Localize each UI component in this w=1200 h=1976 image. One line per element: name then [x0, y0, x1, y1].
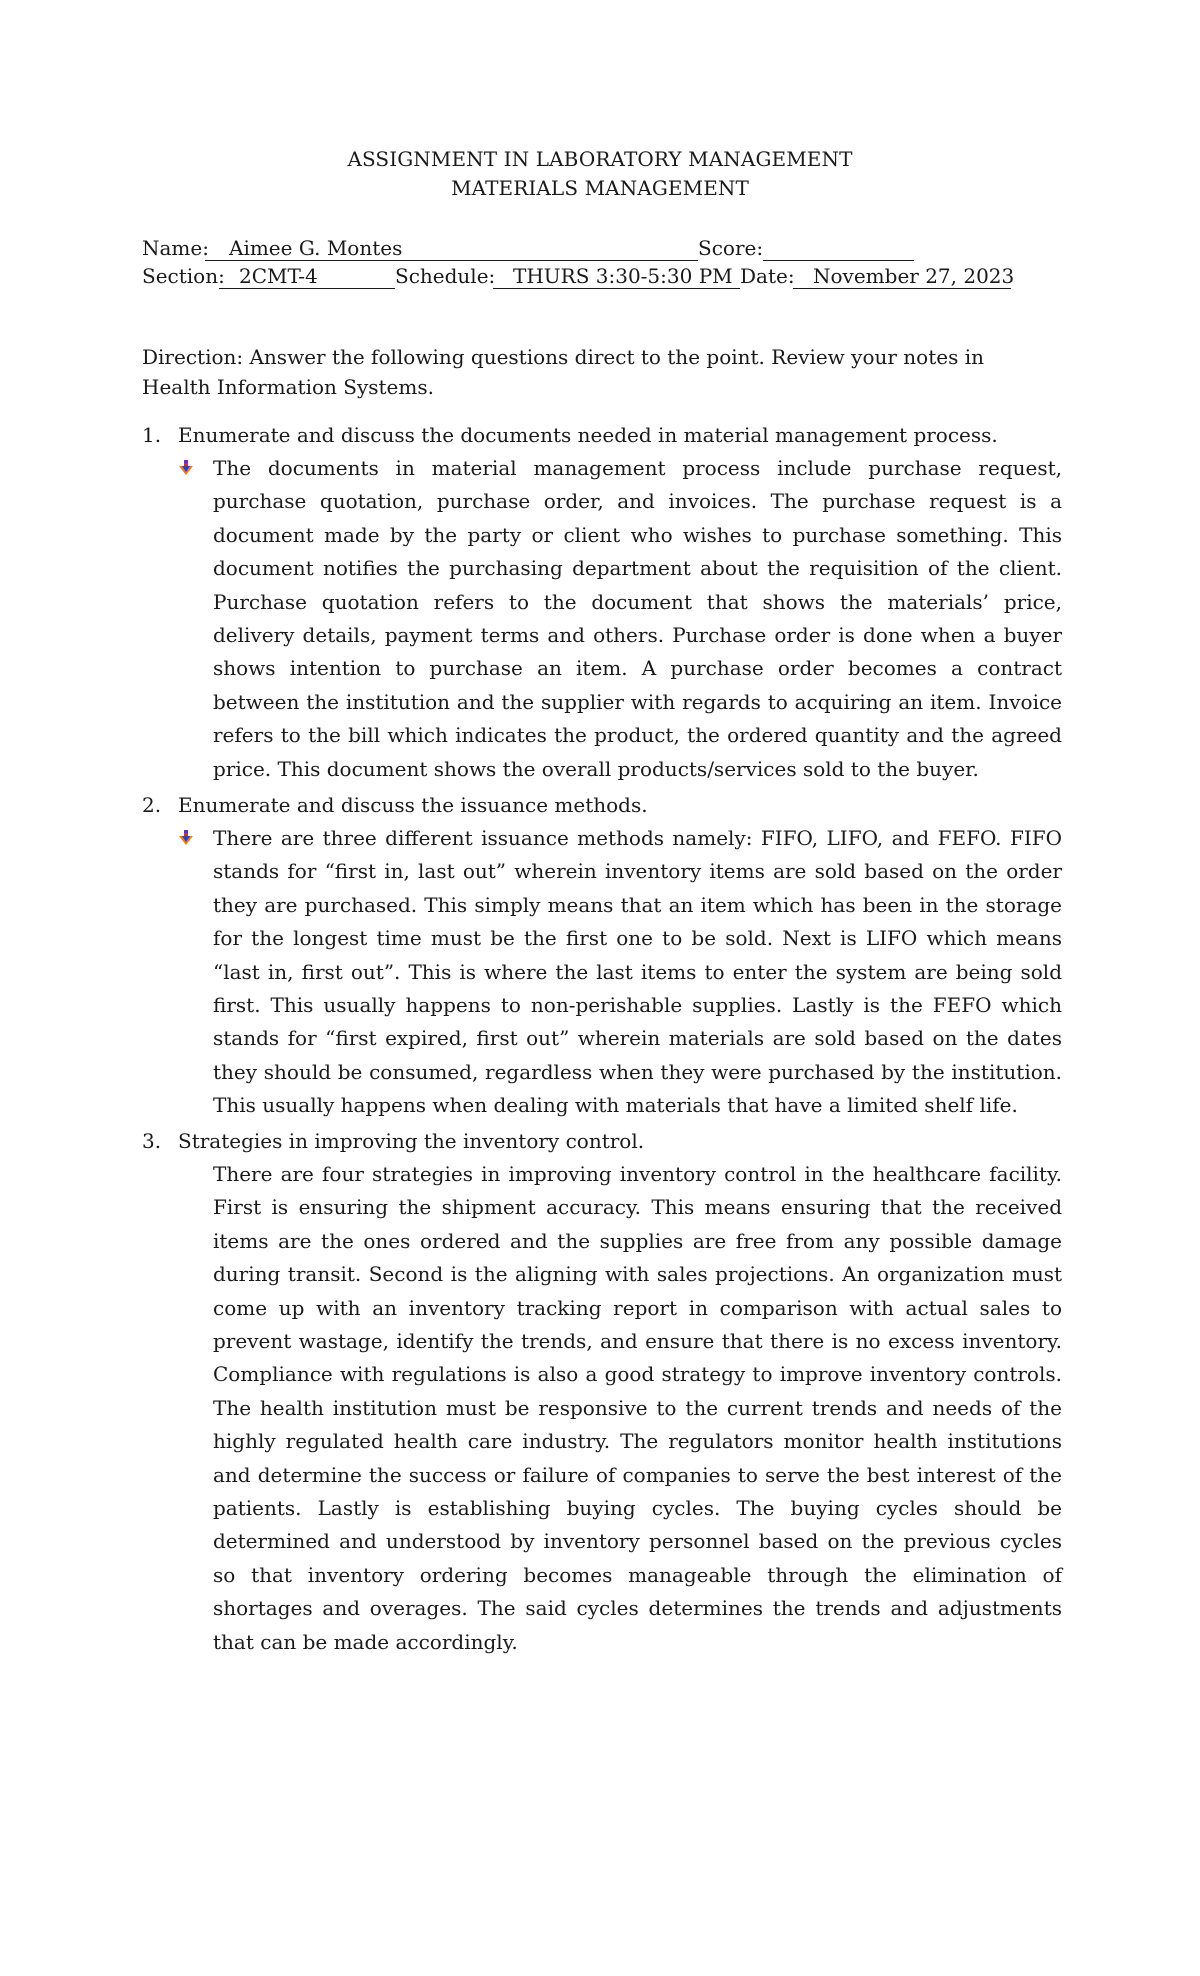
document-subtitle: MATERIALS MANAGEMENT: [451, 176, 749, 200]
arrow-down-bullet-icon: [178, 830, 194, 846]
name-field: [205, 234, 698, 261]
name-label: Name:: [142, 236, 209, 260]
document-title: ASSIGNMENT IN LABORATORY MANAGEMENT: [347, 147, 853, 171]
arrow-down-bullet-icon: [178, 460, 194, 476]
schedule-value: THURS 3:30-5:30 PM: [513, 264, 733, 288]
answer-paragraph: There are three different issuance methods namely: FIFO, LIFO, and FEFO. FIFO stands for “first in, last out” wherein inventory items are sold based on the order they are purchased. This simply means that an item which has been in the storage for the longest time must be the first one to be sold. Next is LIFO which means “last in, first out”. This is where the last items to enter the system are being sold first. This usually happens to non-perishable supplies. Lastly is the FEFO which stands for “first expired, first out” wherein materials are sold based on the dates they should be consumed, regardless when they were purchased by the institution. This usually happens when dealing with materials that have a limited shelf life.: [213, 826, 1062, 1118]
question-number: 2.: [142, 793, 162, 817]
score-field: [763, 234, 914, 261]
schedule-field: [493, 262, 740, 289]
date-value: November 27, 2023: [813, 264, 1015, 288]
section-schedule-date-row: [142, 262, 1022, 290]
date-field: [793, 262, 1015, 289]
question-text: Strategies in improving the inventory control.: [178, 1129, 645, 1153]
question-text: Enumerate and discuss the issuance methods.: [178, 793, 648, 817]
schedule-label: Schedule:: [395, 264, 496, 288]
name-value: Aimee G. Montes: [229, 236, 403, 260]
section-value: 2CMT-4: [239, 264, 318, 288]
question-text: Enumerate and discuss the documents needed in material management process.: [178, 423, 998, 447]
section-label: Section:: [142, 264, 225, 288]
direction-text: Direction: Answer the following questions direct to the point. Review your notes in Health Information Systems.: [142, 345, 984, 399]
question-number: 3.: [142, 1129, 162, 1153]
answer-paragraph: The documents in material management process include purchase request, purchase quotation, purchase order, and invoices. The purchase request is a document made by the party or client who wishes to purchase something. This document notifies the purchasing department about the requisition of the client. Purchase quotation refers to the document that shows the materials’ price, delivery details, payment terms and others. Purchase order is done when a buyer shows intention to purchase an item. A purchase order becomes a contract between the institution and the supplier with regards to acquiring an item. Invoice refers to the bill which indicates the product, the ordered quantity and the agreed price. This document shows the overall products/services sold to the buyer.: [213, 456, 1062, 781]
score-value: [763, 236, 787, 260]
answer-paragraph: There are four strategies in improving inventory control in the healthcare facility. First is ensuring the shipment accuracy. This means ensuring that the received items are the ones ordered and the supplies are free from any possible damage during transit. Second is the aligning with sales projections. An organization must come up with an inventory tracking report in comparison with actual sales to prevent wastage, identify the trends, and ensure that there is no excess inventory. Compliance with regulations is also a good strategy to improve inventory controls. The health institution must be responsive to the current trends and needs of the highly regulated health care industry. The regulators monitor health institutions and determine the success or failure of companies to serve the best interest of the patients. Lastly is establishing buying cycles. The buying cycles should be determined and understood by inventory personnel based on the previous cycles so that inventory ordering becomes manageable through the elimination of shortages and overages. The said cycles determines the trends and adjustments that can be made accordingly.: [213, 1162, 1062, 1654]
section-field: [219, 262, 395, 289]
date-label: Date:: [740, 264, 795, 288]
question-number: 1.: [142, 423, 162, 447]
name-score-row: [142, 234, 1022, 262]
score-label: Score:: [698, 236, 764, 260]
